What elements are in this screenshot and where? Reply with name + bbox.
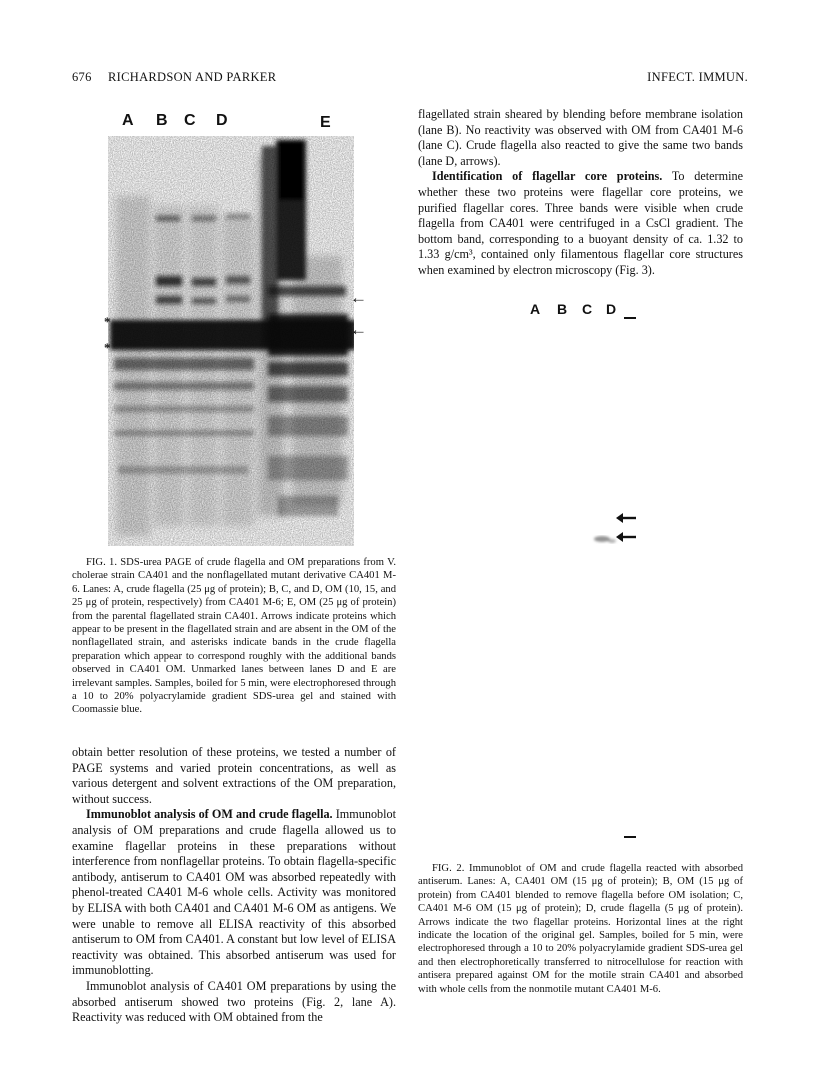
fig1-caption-text: SDS-urea PAGE of crude flagella and OM preparations from V. cholerae strain CA401 and the nonflagellated mutant derivative CA401 M-6. Lanes: A, crude flagella (25 μg of protein); B, C, and D, OM (10, 15, and 25 μg of protein, respectively) from CA401 M-6; E, OM (25 μg of protein) from the parental flagellated strain CA401. Arrows indicate proteins which appear to be present in the flagellated strain and are absent in the OM of the nonflagellated strain, and asterisks indicate bands in the crude flagella preparation which appear to correspond roughly with the additional bands observed in CA401 OM. Unmarked lanes between lanes D and E are irrelevant samples. Samples, boiled for 5 min, were electrophoresed through a 10 to 20% polyacrylamide gradient SDS-urea gel and stained with Coomassie blue.: [72, 557, 397, 716]
fig2-lane-a-label: A: [530, 301, 541, 317]
section-heading-flagellar-core: Identification of flagellar core proteins.: [432, 169, 663, 184]
fig2-lane-d-label: D: [606, 301, 617, 317]
fig2-bottom-gel-line: [624, 836, 636, 838]
running-authors: RICHARDSON AND PARKER: [108, 70, 277, 84]
fig1-lane-e-label: E: [320, 114, 331, 131]
running-header: [72, 70, 748, 90]
figure-1: [100, 108, 368, 548]
fig1-lane-d-label: D: [216, 112, 228, 129]
left-para-3: Immunoblot analysis of CA401 OM preparations by using the absorbed antiserum showed two proteins (Fig. 2, lane A). Reactivity was reduced with OM obtained from the: [72, 978, 396, 1025]
right-para-2-body: To determine whether these two proteins were flagellar core proteins, we purified flagellar cores. Three bands were visible when crude flagella from CA401 were centrifuged in a CsCl gradient. The bottom band, corresponding to a buoyant density of ca. 1.32 to 1.33 g/cm³, contained only filamentous flagellar core structures when examined by electron microscopy (Fig. 3).: [418, 169, 743, 277]
left-para-2-body: Immunoblot analysis of OM preparations and crude flagella allowed us to examine flagellar proteins in these preparations without interference from nonflagellar proteins. To obtain flagella-specific antibody, antiserum to CA401 OM was absorbed repeatedly with phenol-treated CA401 M-6 whole cells. Activity was monitored by ELISA with both CA401 and CA401 M-6 OM as antigens. We were unable to remove all ELISA reactivity of this absorbed antiserum to OM from CA401. A constant but low level of ELISA reactivity was obtained. This absorbed antiserum was used for immunoblotting.: [72, 807, 396, 978]
section-heading-immunoblot: Immunoblot analysis of OM and crude flagella.: [86, 807, 333, 822]
right-para-1: flagellated strain sheared by blending before membrane isolation (lane B). No reactivity was observed with OM from CA401 M-6 (lane C). Crude flagella also reacted to give the same two bands (lane D, arrows).: [418, 107, 743, 168]
page-number: 676: [72, 70, 92, 84]
fig1-caption: [72, 556, 396, 717]
left-para-1: obtain better resolution of these proteins, we tested a number of PAGE systems and varied protein concentrations, as well as various detergent and solvent extractions of the OM preparation, without success.: [72, 745, 396, 806]
figure-2: [520, 295, 670, 855]
fig1-caption-label: FIG. 1.: [86, 557, 117, 568]
left-column-text: [72, 745, 396, 1026]
fig2-caption: [418, 862, 743, 996]
fig2-top-gel-line: [624, 317, 636, 319]
fig1-arrow-lower: ←: [350, 320, 367, 339]
fig1-lane-c-label: C: [184, 112, 196, 129]
left-para-2: [72, 807, 396, 979]
fig2-arrow-upper: [616, 511, 636, 523]
fig1-lane-b-label: B: [156, 112, 168, 129]
right-column-text: [418, 107, 743, 279]
right-para-2: [418, 169, 743, 278]
fig2-lane-b-label: B: [557, 301, 568, 317]
journal-abbrev: INFECT. IMMUN.: [647, 70, 748, 84]
fig2-lane-c-label: C: [582, 301, 593, 317]
fig1-lane-a-label: A: [122, 112, 134, 129]
fig1-gel-image: [108, 136, 354, 546]
fig2-caption-label: FIG. 2.: [432, 863, 465, 874]
fig1-asterisk-lower: *: [104, 340, 111, 355]
fig1-asterisk-upper: *: [104, 314, 111, 329]
fig2-caption-text: Immunoblot of OM and crude flagella reacted with absorbed antiserum. Lanes: A, CA401 OM (15 μg of protein); B, OM (15 μg of protein) from CA401 blended to remove flagella before OM isolation; C, CA401 M-6 OM (15 μg of protein); D, crude flagella (5 μg of protein). Arrows indicate the two flagellar proteins. Horizontal lines at the right indicate the location of the original gel. Samples, boiled for 5 min, were electrophoresed through a 10 to 20% polyacrylamide gradient SDS-urea gel and then electrophoretically transferred to nitrocellulose for reaction with antisera prepared against OM for the motile strain CA401 and absorbed with whole cells from the nonmotile mutant CA401 M-6.: [418, 863, 744, 995]
fig2-arrow-lower: [616, 530, 636, 542]
fig1-arrow-upper: ←: [350, 288, 367, 307]
